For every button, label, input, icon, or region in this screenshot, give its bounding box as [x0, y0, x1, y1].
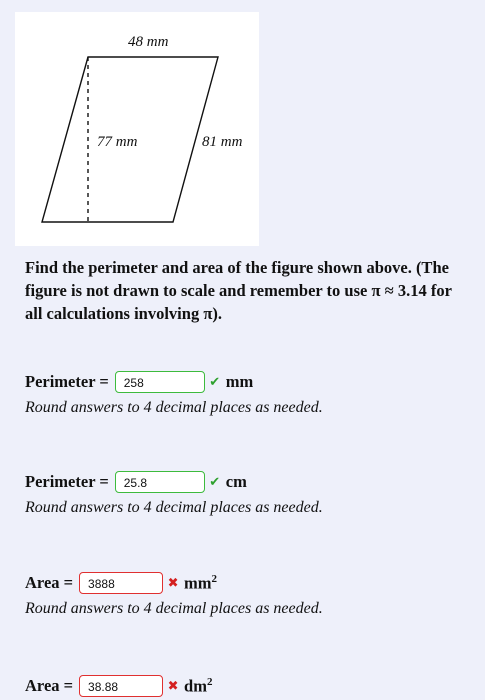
unit-label: $dm^2$	[184, 675, 213, 696]
question-prompt: Find the perimeter and area of the figure shown above. (The figure is not drawn to scale and remember to use π ≈ 3.14 for all calculations involving π).	[25, 258, 452, 323]
perimeter-cm-input[interactable]: 25.8	[115, 471, 205, 493]
cross-icon: ✖	[167, 575, 179, 591]
rounding-note: Round answers to 4 decimal places as needed.	[25, 499, 323, 516]
slant-side-label: 81 mm	[202, 134, 243, 150]
unit-label: cm	[225, 472, 247, 491]
area-mm2-row	[25, 572, 217, 594]
perimeter-cm-row	[25, 471, 247, 493]
unit-label: mm	[225, 372, 254, 391]
check-icon: ✔	[209, 374, 221, 390]
height-label: 77 mm	[97, 134, 138, 150]
area-label: Area =	[25, 676, 74, 695]
area-mm2-input[interactable]: 3888	[79, 572, 163, 594]
rounding-note: Round answers to 4 decimal places as needed.	[25, 600, 323, 617]
top-side-label: 48 mm	[128, 34, 169, 50]
area-dm2-row	[25, 675, 212, 697]
check-icon: ✔	[209, 474, 221, 490]
perimeter-mm-input[interactable]: 258	[115, 371, 205, 393]
perimeter-label: Perimeter =	[25, 372, 109, 391]
perimeter-label: Perimeter =	[25, 472, 109, 491]
parallelogram-figure	[15, 12, 259, 246]
area-label: Area =	[25, 573, 74, 592]
rounding-note: Round answers to 4 decimal places as needed.	[25, 399, 323, 416]
cross-icon: ✖	[167, 678, 179, 694]
area-dm2-input[interactable]: 38.88	[79, 675, 163, 697]
unit-label: $mm^2$	[184, 572, 218, 593]
perimeter-mm-row	[25, 371, 253, 393]
